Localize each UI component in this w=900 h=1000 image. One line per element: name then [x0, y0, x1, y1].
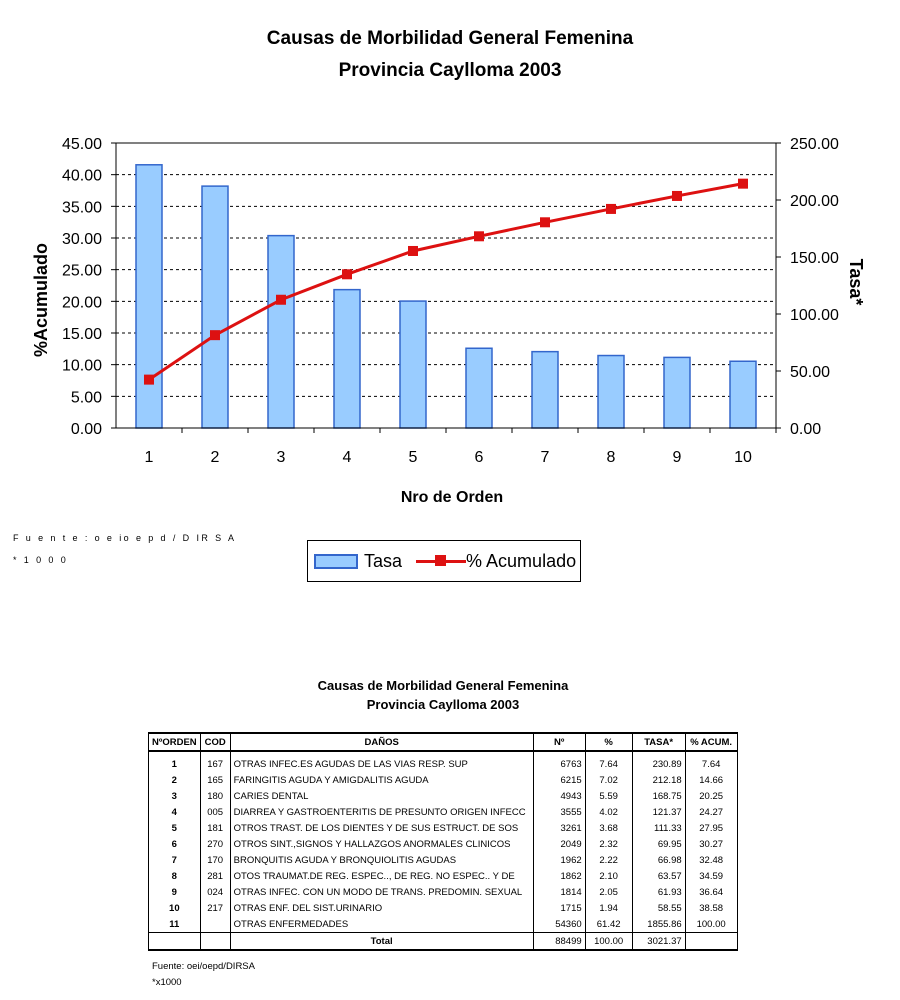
cell-cod: 217 — [200, 900, 230, 916]
cell-orden: 2 — [149, 772, 201, 788]
cell-cod: 165 — [200, 772, 230, 788]
point-acumulado — [408, 246, 418, 256]
cell-pct: 2.05 — [585, 884, 632, 900]
table-multiplier-note: *x1000 — [152, 977, 182, 988]
table-header-row — [149, 733, 738, 751]
table-row — [149, 804, 738, 820]
cell-cod: 270 — [200, 836, 230, 852]
total-cell-orden — [149, 933, 201, 951]
cell-tasa: 111.33 — [632, 820, 685, 836]
y-right-tick-label: 150.00 — [790, 250, 839, 267]
y-left-tick-label: 15.00 — [61, 326, 102, 343]
legend-acumulado-label: % Acumulado — [466, 550, 577, 571]
cell-cod: 005 — [200, 804, 230, 820]
cell-cod: 281 — [200, 868, 230, 884]
y-right-tick-label: 50.00 — [790, 364, 831, 381]
cell-danos: OTROS SINT.,SIGNOS Y HALLAZGOS ANORMALES CLINICOS — [230, 836, 533, 852]
x-tick-label: 3 — [276, 449, 286, 466]
y-left-tick-label: 20.00 — [61, 294, 102, 312]
x-tick-label: 10 — [734, 449, 752, 466]
cell-pct: 7.02 — [585, 772, 632, 788]
legend-bar-swatch — [314, 554, 358, 569]
cell-orden: 11 — [149, 916, 201, 933]
table-total-row — [149, 933, 738, 951]
x-tick-label: 9 — [672, 449, 682, 466]
cell-tasa: 63.57 — [632, 868, 685, 884]
chart-legend — [307, 540, 581, 582]
point-acumulado — [210, 330, 220, 340]
y-right-tick-label: 200.00 — [790, 193, 839, 210]
table-title-line1: Causas de Morbilidad General Femenina — [317, 678, 569, 693]
table-row — [149, 772, 738, 788]
cell-pct: 3.68 — [585, 820, 632, 836]
bar-tasa — [400, 301, 426, 428]
point-acumulado — [738, 179, 748, 189]
cell-tasa: 212.18 — [632, 772, 685, 788]
cell-tasa: 230.89 — [632, 751, 685, 772]
table-source-note: Fuente: oei/oepd/DIRSA — [152, 961, 255, 972]
cell-danos: OTOS TRAUMAT.DE REG. ESPEC.., DE REG. NO ESPEC.. Y DE — [230, 868, 533, 884]
cell-cod — [200, 916, 230, 933]
header-n: Nº — [533, 733, 585, 751]
cell-orden: 1 — [149, 751, 201, 772]
chart-title-line2: Provincia Caylloma 2003 — [338, 60, 562, 81]
table-row — [149, 916, 738, 933]
cell-n: 1715 — [533, 900, 585, 916]
table-row — [149, 751, 738, 772]
bar-tasa — [334, 290, 360, 428]
cell-n: 54360 — [533, 916, 585, 933]
bar-tasa — [664, 357, 690, 428]
line-acumulado — [149, 184, 743, 380]
bar-tasa — [202, 186, 228, 428]
point-acumulado — [276, 295, 286, 305]
cell-acum: 20.25 — [685, 788, 737, 804]
x-tick-label: 6 — [474, 449, 484, 466]
cell-orden: 4 — [149, 804, 201, 820]
y-right-tick-label: 100.00 — [790, 307, 839, 324]
chart-multiplier-note: * 1 0 0 0 — [13, 555, 69, 565]
cell-tasa: 168.75 — [632, 788, 685, 804]
cell-acum: 14.66 — [685, 772, 737, 788]
cell-pct: 61.42 — [585, 916, 632, 933]
header-acum: % ACUM. — [685, 733, 737, 751]
cell-danos: OTRAS INFEC.ES AGUDAS DE LAS VIAS RESP. SUP — [230, 751, 533, 772]
cell-n: 1814 — [533, 884, 585, 900]
cell-danos: OTROS TRAST. DE LOS DIENTES Y DE SUS ESTRUCT. DE SOS — [230, 820, 533, 836]
cell-danos: CARIES DENTAL — [230, 788, 533, 804]
header-danos: DAÑOS — [230, 733, 533, 751]
bar-tasa — [598, 356, 624, 428]
cell-tasa: 58.55 — [632, 900, 685, 916]
cell-n: 6215 — [533, 772, 585, 788]
cell-orden: 5 — [149, 820, 201, 836]
y-left-tick-label: 35.00 — [61, 199, 102, 217]
header-tasa: TASA* — [632, 733, 685, 751]
total-cell-pct: 100.00 — [585, 933, 632, 951]
cell-acum: 7.64 — [685, 751, 737, 772]
cell-tasa: 69.95 — [632, 836, 685, 852]
cell-n: 3261 — [533, 820, 585, 836]
table-title-line2: Provincia Caylloma 2003 — [366, 697, 520, 712]
bar-tasa — [730, 361, 756, 428]
cell-n: 1962 — [533, 852, 585, 868]
cell-orden: 9 — [149, 884, 201, 900]
legend-line-swatch — [416, 553, 466, 569]
cell-tasa: 121.37 — [632, 804, 685, 820]
x-tick-label: 1 — [144, 449, 154, 466]
cell-pct: 2.32 — [585, 836, 632, 852]
table-row — [149, 900, 738, 916]
cell-cod: 167 — [200, 751, 230, 772]
cell-pct: 1.94 — [585, 900, 632, 916]
bar-tasa — [136, 165, 162, 428]
y-left-tick-label: 45.00 — [61, 136, 102, 153]
cell-danos: OTRAS INFEC. CON UN MODO DE TRANS. PREDOMIN. SEXUAL — [230, 884, 533, 900]
cell-n: 6763 — [533, 751, 585, 772]
point-acumulado — [606, 204, 616, 214]
header-cod: COD — [200, 733, 230, 751]
cell-tasa: 61.93 — [632, 884, 685, 900]
x-axis-label: Nro de Orden — [400, 489, 504, 506]
cell-orden: 8 — [149, 868, 201, 884]
cell-pct: 2.22 — [585, 852, 632, 868]
cell-acum: 36.64 — [685, 884, 737, 900]
point-acumulado — [474, 231, 484, 241]
point-acumulado — [144, 375, 154, 385]
cell-danos: BRONQUITIS AGUDA Y BRONQUIOLITIS AGUDAS — [230, 852, 533, 868]
x-tick-label: 5 — [408, 449, 418, 466]
chart-title-line1: Causas de Morbilidad General Femenina — [266, 28, 634, 49]
cell-danos: FARINGITIS AGUDA Y AMIGDALITIS AGUDA — [230, 772, 533, 788]
chart-source-note: F u e n t e : o e io e p d / D IR S A — [13, 533, 237, 543]
total-cell-n: 88499 — [533, 933, 585, 951]
table-row — [149, 820, 738, 836]
cell-acum: 32.48 — [685, 852, 737, 868]
cell-orden: 7 — [149, 852, 201, 868]
cell-orden: 10 — [149, 900, 201, 916]
cell-cod: 024 — [200, 884, 230, 900]
y-left-tick-label: 30.00 — [61, 231, 102, 248]
cell-danos: DIARREA Y GASTROENTERITIS DE PRESUNTO ORIGEN INFECC — [230, 804, 533, 820]
point-acumulado — [672, 191, 682, 201]
cell-acum: 34.59 — [685, 868, 737, 884]
total-cell-tasa: 3021.37 — [632, 933, 685, 951]
table-row — [149, 852, 738, 868]
x-tick-label: 2 — [210, 449, 220, 466]
bar-tasa — [466, 348, 492, 428]
cell-acum: 38.58 — [685, 900, 737, 916]
total-cell-acum — [685, 933, 737, 951]
cell-cod: 180 — [200, 788, 230, 804]
y-left-tick-label: 0.00 — [70, 421, 102, 438]
legend-tasa-label: Tasa — [364, 550, 403, 571]
total-cell-danos: Total — [230, 933, 533, 951]
cell-acum: 27.95 — [685, 820, 737, 836]
x-tick-label: 4 — [342, 449, 352, 466]
table-row — [149, 868, 738, 884]
cell-danos: OTRAS ENF. DEL SIST.URINARIO — [230, 900, 533, 916]
cell-n: 3555 — [533, 804, 585, 820]
cell-n: 2049 — [533, 836, 585, 852]
point-acumulado — [540, 217, 550, 227]
point-acumulado — [342, 269, 352, 279]
cell-tasa: 1855.86 — [632, 916, 685, 933]
table-row — [149, 836, 738, 852]
cell-n: 1862 — [533, 868, 585, 884]
bar-tasa — [268, 236, 294, 428]
table-row — [149, 788, 738, 804]
morbidity-table — [148, 732, 738, 951]
y-left-tick-label: 40.00 — [61, 167, 102, 185]
bar-tasa — [532, 352, 558, 428]
table-row — [149, 884, 738, 900]
y-left-tick-label: 10.00 — [61, 357, 102, 375]
cell-danos: OTRAS ENFERMEDADES — [230, 916, 533, 933]
cell-cod: 181 — [200, 820, 230, 836]
cell-pct: 4.02 — [585, 804, 632, 820]
cell-acum: 100.00 — [685, 916, 737, 933]
total-cell-cod — [200, 933, 230, 951]
cell-pct: 2.10 — [585, 868, 632, 884]
y-left-tick-label: 25.00 — [61, 262, 102, 280]
header-orden: NºORDEN — [149, 733, 201, 751]
cell-pct: 7.64 — [585, 751, 632, 772]
cell-cod: 170 — [200, 852, 230, 868]
cell-n: 4943 — [533, 788, 585, 804]
cell-orden: 6 — [149, 836, 201, 852]
y-right-tick-label: 250.00 — [790, 136, 839, 153]
x-tick-label: 7 — [540, 449, 550, 466]
y-axis-right-label: Tasa* — [846, 258, 866, 306]
y-right-tick-label: 0.00 — [790, 421, 822, 438]
cell-acum: 30.27 — [685, 836, 737, 852]
y-left-tick-label: 5.00 — [70, 389, 102, 407]
x-tick-label: 8 — [606, 449, 616, 466]
y-axis-left-label: %Acumulado — [31, 242, 51, 358]
cell-acum: 24.27 — [685, 804, 737, 820]
cell-tasa: 66.98 — [632, 852, 685, 868]
cell-orden: 3 — [149, 788, 201, 804]
header-pct: % — [585, 733, 632, 751]
cell-pct: 5.59 — [585, 788, 632, 804]
